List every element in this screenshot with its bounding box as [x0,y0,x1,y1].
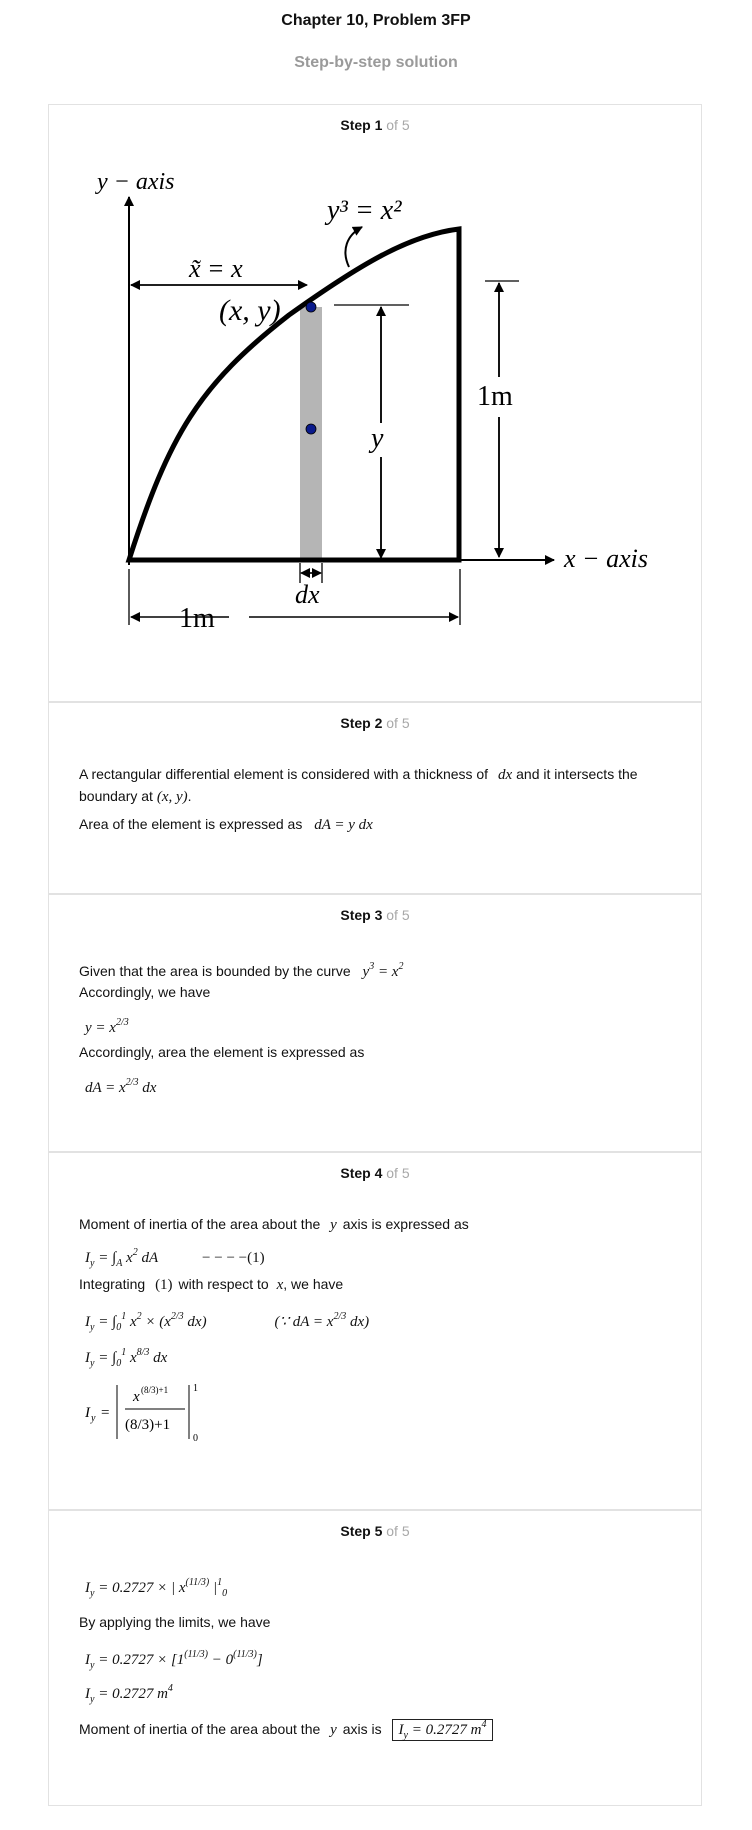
svg-text:0: 0 [193,1433,198,1444]
step-1-card [48,104,702,702]
step4-text: , we have [283,1276,344,1292]
step-4-header [49,1165,701,1181]
step5-text: By applying the limits, we have [79,1614,271,1630]
step-count: of 5 [386,1523,410,1539]
element-height-label: y [371,423,384,454]
step-5-card [48,1510,702,1806]
step4-text: Integrating [79,1276,146,1292]
step3-text: Given that the area is bounded by the curve [79,963,351,979]
height-label: 1m [477,381,513,412]
because-note: (∵ dA = $x^{2/3}$ dx) [274,1311,370,1330]
step-label: Step 1 [340,117,383,133]
step-4-card [48,1152,702,1510]
svg-text:=: = [101,1405,110,1421]
svg-text:(8/3)+1: (8/3)+1 [141,1385,169,1395]
svg-text:I: I [85,1405,90,1421]
boundary-point [306,302,316,312]
step2-text: boundary at [79,788,153,804]
step5-text: axis is [342,1721,382,1737]
moment-of-inertia-figure [79,155,679,655]
step-5-header [49,1523,701,1539]
svg-text:x: x [133,1389,140,1405]
result-equation: $I_y = 0.2727$ $m^4$ [85,1683,173,1705]
step-3-header [49,907,701,923]
step-3-card [48,894,702,1152]
xtilde-label: x̃ = x [189,254,243,283]
page-subtitle: Step-by-step solution [294,54,458,71]
step3-text: Accordingly, we have [79,984,211,1000]
y-symbol: y [330,1217,337,1233]
curve-equation: $y^3 = x^2$ [362,961,404,980]
x-axis-label: x − axis [564,544,648,573]
limits-applied: $I_y = 0.2727 \times [1^{(11/3)} - 0^{(11/3)}]$ [85,1649,263,1671]
y-symbol: y [330,1722,337,1738]
step-2-header [49,715,701,731]
centroid-point [306,424,316,434]
point-symbol: (x, y) [156,789,188,805]
step-label: Step 4 [340,1165,383,1181]
eq-ref: (1) [155,1277,173,1293]
x-symbol: x [276,1277,284,1293]
step3-text: Accordingly, area the element is expressed as [79,1044,365,1060]
y-axis-label: y − axis [97,169,175,195]
curve-label: y³ = x² [327,195,402,226]
area-boundary [129,229,459,560]
step2-text: Area of the element is expressed as [79,816,303,832]
step2-text: A rectangular differential element is considered with a thickness of [79,766,489,782]
step-1-header [49,117,701,133]
step-count: of 5 [386,117,410,133]
final-answer-box: $I_y = 0.2727$ $m^4$ [392,1719,494,1741]
inertia-definition: $I_y = \int_A$ $x^2$ dA [85,1247,159,1269]
step-count: of 5 [386,907,410,923]
integral-step-1: $I_y = \int_0^1$ $x^2 \times (x^{2/3}$ dx) [85,1311,207,1333]
step-count: of 5 [386,1165,410,1181]
da-equation: dA = $x^{2/3}$ dx [85,1077,157,1096]
step-label: Step 5 [340,1523,383,1539]
step-2-card: Step 2 of 5 A rectangular differential element is considered with a thickness of dx and it intersects the boundary at (x, y). Area of the element is expressed as dA = y dx [48,702,702,894]
step5-text: Moment of inertia of the area about the [79,1721,321,1737]
final-answer-value: 0.2727 [425,1722,467,1738]
step4-text: axis is expressed as [342,1216,469,1232]
step4-text: Moment of inertia of the area about the [79,1216,321,1232]
integral-step-3 [85,1379,215,1445]
y-equation: $y = x^{2/3}$ [85,1017,129,1036]
step-count: of 5 [386,715,410,731]
step-label: Step 2 [340,715,383,731]
equation-number: − − − −(1) [202,1250,265,1266]
step-label: Step 3 [340,907,383,923]
svg-text:y: y [91,1413,96,1424]
curve-pointer-arrow [345,227,362,267]
limits-expression: $I_y = 0.2727$ × | $x^{(11/3)}$ $|^1_0$ [85,1577,228,1599]
step4-text: with respect to [178,1276,269,1292]
svg-text:(8/3)+1: (8/3)+1 [125,1417,171,1433]
dx-symbol: dx [497,767,513,783]
area-equation: dA = y dx [314,817,373,833]
width-label: 1m [179,603,215,634]
page-title: Chapter 10, Problem 3FP [281,12,471,29]
step2-text: and it intersects the [516,766,638,782]
point-label: (x, y) [219,294,281,327]
integral-step-2: $I_y = \int_0^1$ $x^{8/3}$ dx [85,1347,168,1369]
element-width-label: dx [295,580,320,609]
svg-text:1: 1 [193,1383,198,1394]
